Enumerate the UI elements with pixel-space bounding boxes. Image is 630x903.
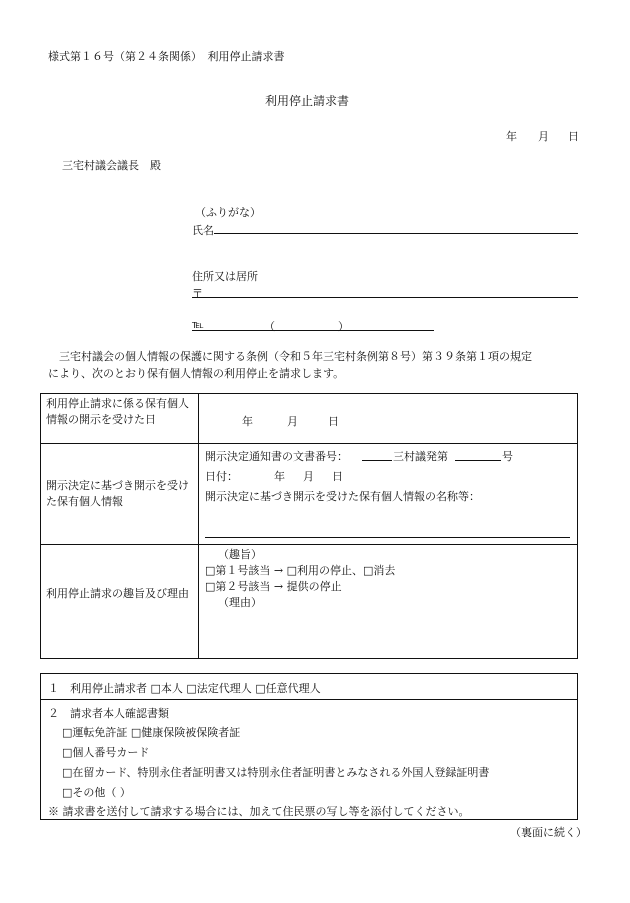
row1-day: 日 <box>328 415 339 428</box>
date-day: 日 <box>568 130 579 143</box>
notice-number-blank-2 <box>455 460 501 461</box>
purpose-option-1[interactable]: □第１号該当 → □利用の停止、□消去 <box>205 564 396 577</box>
form-number: 様式第１６号（第２４条関係） 利用停止請求書 <box>48 50 285 63</box>
notice-number-mid: 三村議発第 <box>393 450 448 463</box>
date-year: 年 <box>506 130 517 143</box>
name-underline <box>214 233 578 234</box>
continued-note: （裏面に続く） <box>510 826 587 839</box>
address-label: 住所又は居所 <box>192 270 258 283</box>
table-column-divider <box>198 393 199 659</box>
row2-day: 日 <box>332 470 343 483</box>
date-month: 月 <box>538 130 549 143</box>
name-label: 氏名 <box>192 224 214 237</box>
main-table <box>40 393 578 659</box>
row2-month: 月 <box>303 470 314 483</box>
postal-mark: 〒 <box>192 287 203 300</box>
tel-underline <box>192 330 434 331</box>
furigana-label: （ふりがな） <box>195 206 261 219</box>
notice-number-blank-1 <box>362 460 392 461</box>
address-underline <box>192 297 578 298</box>
reason-label: （理由） <box>218 596 262 609</box>
row2-name-label: 開示決定に基づき開示を受けた保有個人情報の名称等： <box>205 490 480 503</box>
addressee: 三宅村議会議長 殿 <box>62 159 161 172</box>
mailing-note: ※ 請求書を送付して請求する場合には、加えて住民票の写し等を添付してください。 <box>48 805 470 818</box>
row2-name-underline <box>205 537 570 538</box>
requester-type[interactable]: １ 利用停止請求者 □本人 □法定代理人 □任意代理人 <box>48 682 321 695</box>
id-docs-title: ２ 請求者本人確認書類 <box>48 707 169 720</box>
id-doc-3[interactable]: □在留カード、特別永住者証明書又は特別永住者証明書とみなされる外国人登録証明書 <box>62 766 490 779</box>
id-doc-1[interactable]: □運転免許証 □健康保険被保険者証 <box>62 726 241 739</box>
id-doc-2[interactable]: □個人番号カード <box>62 746 150 759</box>
row1-year: 年 <box>242 415 253 428</box>
row2-date-label: 日付： <box>205 470 238 483</box>
tel-paren-open: （ <box>264 320 275 333</box>
notice-number-label: 開示決定通知書の文書番号： <box>205 450 348 463</box>
intro-line-2: により、次のとおり保有個人情報の利用停止を請求します。 <box>48 367 345 380</box>
purpose-option-2[interactable]: □第２号該当 → 提供の停止 <box>205 580 342 593</box>
page-title: 利用停止請求書 <box>265 94 350 108</box>
requester-box-divider <box>40 699 578 700</box>
purpose-label: （趣旨） <box>218 548 262 561</box>
row1-month: 月 <box>287 415 298 428</box>
row2-label: 開示決定に基づき開示を受けた保有個人情報 <box>46 479 189 508</box>
notice-number-suffix: 号 <box>502 450 513 463</box>
table-row-divider-2 <box>40 544 578 545</box>
intro-line-1: 三宅村議会の個人情報の保護に関する条例（令和５年三宅村条例第８号）第３９条第１項の規定 <box>48 350 532 363</box>
table-row-divider-1 <box>40 443 578 444</box>
tel-label: ℡ <box>192 318 204 331</box>
id-doc-4[interactable]: □その他（ ） <box>62 786 131 799</box>
row3-label: 利用停止請求の趣旨及び理由 <box>46 587 189 600</box>
tel-paren-close: ） <box>338 320 349 333</box>
row2-year: 年 <box>274 470 285 483</box>
row1-label: 利用停止請求に係る保有個人情報の開示を受けた日 <box>46 397 189 426</box>
